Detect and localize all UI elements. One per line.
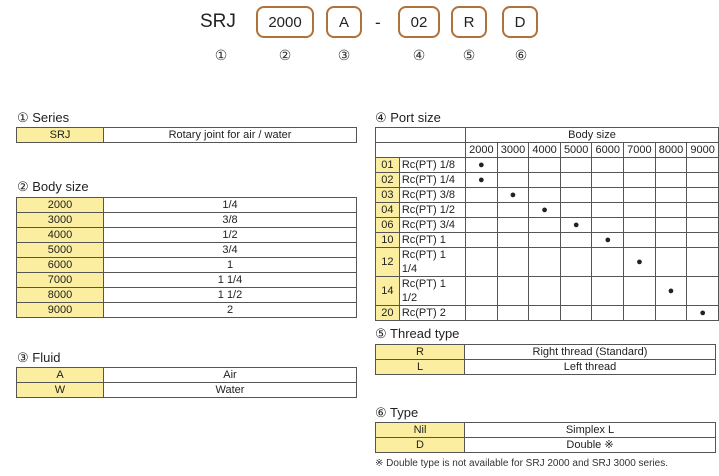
empty-cell [624,233,656,248]
thread-code: L [376,360,465,375]
empty-cell [560,203,592,218]
port-code: 20 [376,306,400,321]
table-header-row [376,128,719,143]
port-code: 10 [376,233,400,248]
code-box-fluid: A [326,6,362,38]
empty-cell [655,203,687,218]
empty-cell [466,203,498,218]
type-desc: Simplex L [465,423,716,438]
empty-cell [592,248,624,277]
empty-cell [592,188,624,203]
body-code: 6000 [17,258,104,273]
empty-cell [655,306,687,321]
empty-cell [529,233,561,248]
empty-cell [592,277,624,306]
body-port: 1/2 [104,228,357,243]
empty-cell [529,248,561,277]
empty-cell [687,218,719,233]
table-row [17,258,357,273]
table-row [376,218,719,233]
marker-1: ① [214,47,228,63]
port-code: 01 [376,158,400,173]
thread-type-table [375,344,716,375]
blank-cell [376,143,400,158]
table-row [17,243,357,258]
series-table [16,127,357,143]
model-prefix: SRJ [200,11,236,32]
body-code: 4000 [17,228,104,243]
table-header-row [376,143,719,158]
empty-cell [529,158,561,173]
empty-cell [497,218,529,233]
code-box-port-size: 02 [398,6,440,38]
empty-cell [624,203,656,218]
body-port: 3/4 [104,243,357,258]
table-row [376,233,719,248]
empty-cell [529,173,561,188]
body-port: 3/8 [104,213,357,228]
body-size-column-header: 7000 [624,143,656,158]
port-label: Rc(PT) 1/8 [399,158,465,173]
availability-dot: ● [655,277,687,306]
port-code: 02 [376,173,400,188]
availability-dot: ● [497,188,529,203]
table-row [17,228,357,243]
availability-dot: ● [560,218,592,233]
type-code: D [376,438,465,453]
table-row [376,423,716,438]
table-row [376,438,716,453]
empty-cell [655,218,687,233]
body-size-title: ② Body size [17,179,89,194]
table-row [376,360,716,375]
body-code: 3000 [17,213,104,228]
availability-dot: ● [592,233,624,248]
empty-cell [466,233,498,248]
type-title: ⑥ Type [375,405,419,420]
empty-cell [497,173,529,188]
port-code: 06 [376,218,400,233]
table-row [376,203,719,218]
body-size-column-header: 2000 [466,143,498,158]
body-code: 9000 [17,303,104,318]
port-size-title: ④ Port size [375,110,441,125]
port-label: Rc(PT) 2 [399,306,465,321]
body-code: 5000 [17,243,104,258]
empty-cell [655,188,687,203]
table-row [376,345,716,360]
type-desc: Double ※ [465,438,716,453]
empty-cell [624,188,656,203]
empty-cell [497,158,529,173]
empty-cell [655,173,687,188]
thread-desc: Left thread [465,360,716,375]
fluid-code: A [17,368,104,383]
empty-cell [624,277,656,306]
port-label: Rc(PT) 1 [399,233,465,248]
table-row [376,306,719,321]
empty-cell [560,158,592,173]
body-size-column-header: 6000 [592,143,624,158]
table-row [376,248,719,277]
port-label: Rc(PT) 3/4 [399,218,465,233]
marker-6: ⑥ [514,47,528,63]
empty-cell [560,233,592,248]
empty-cell [529,218,561,233]
empty-cell [466,277,498,306]
table-row [17,128,357,143]
body-size-column-header: 8000 [655,143,687,158]
marker-2: ② [278,47,292,63]
port-label: Rc(PT) 3/8 [399,188,465,203]
table-row [376,277,719,306]
empty-cell [687,158,719,173]
body-size-column-header: 9000 [687,143,719,158]
empty-cell [560,306,592,321]
fluid-table [16,367,357,398]
type-footnote: ※ Double type is not available for SRJ 2000 and SRJ 3000 series. [375,458,668,469]
empty-cell [560,173,592,188]
availability-dot: ● [466,158,498,173]
port-code: 14 [376,277,400,306]
body-port: 1 [104,258,357,273]
type-code: Nil [376,423,465,438]
code-dash: - [375,13,381,32]
port-label: Rc(PT) 1 1/4 [399,248,465,277]
table-row [376,188,719,203]
empty-cell [687,233,719,248]
body-size-column-header: 4000 [529,143,561,158]
empty-cell [529,188,561,203]
series-desc: Rotary joint for air / water [104,128,357,143]
body-size-table [16,197,357,318]
table-row [17,213,357,228]
fluid-desc: Water [104,383,357,398]
empty-cell [497,203,529,218]
empty-cell [592,306,624,321]
availability-dot: ● [466,173,498,188]
port-label: Rc(PT) 1/2 [399,203,465,218]
body-code: 2000 [17,198,104,213]
port-label: Rc(PT) 1/4 [399,173,465,188]
empty-cell [592,158,624,173]
body-port: 2 [104,303,357,318]
table-row [376,173,719,188]
port-size-table [375,127,719,321]
empty-cell [687,173,719,188]
thread-desc: Right thread (Standard) [465,345,716,360]
empty-cell [592,173,624,188]
code-box-body-size: 2000 [256,6,314,38]
empty-cell [466,188,498,203]
body-size-column-header: 3000 [497,143,529,158]
series-code: SRJ [17,128,104,143]
empty-cell [687,277,719,306]
table-row [17,383,357,398]
port-code: 12 [376,248,400,277]
marker-5: ⑤ [462,47,476,63]
empty-cell [655,248,687,277]
port-label: Rc(PT) 1 1/2 [399,277,465,306]
empty-cell [497,248,529,277]
fluid-desc: Air [104,368,357,383]
availability-dot: ● [624,248,656,277]
thread-code: R [376,345,465,360]
empty-cell [624,173,656,188]
empty-cell [624,158,656,173]
group-header: Body size [466,128,719,143]
code-box-type: D [502,6,538,38]
body-port: 1 1/4 [104,273,357,288]
empty-cell [466,248,498,277]
type-table [375,422,716,453]
body-port: 1 1/2 [104,288,357,303]
empty-cell [529,306,561,321]
availability-dot: ● [687,306,719,321]
port-code: 03 [376,188,400,203]
fluid-title: ③ Fluid [17,350,61,365]
empty-cell [560,188,592,203]
empty-cell [687,203,719,218]
marker-4: ④ [412,47,426,63]
body-size-column-header: 5000 [560,143,592,158]
empty-cell [624,306,656,321]
empty-cell [655,233,687,248]
empty-cell [687,248,719,277]
table-row [376,158,719,173]
empty-cell [560,277,592,306]
port-code: 04 [376,203,400,218]
empty-cell [592,218,624,233]
series-title: ① Series [17,110,70,125]
fluid-code: W [17,383,104,398]
table-row [17,288,357,303]
table-row [17,303,357,318]
table-row [17,273,357,288]
body-code: 8000 [17,288,104,303]
empty-cell [529,277,561,306]
empty-cell [497,277,529,306]
empty-cell [687,188,719,203]
table-row [17,198,357,213]
body-code: 7000 [17,273,104,288]
availability-dot: ● [529,203,561,218]
marker-3: ③ [337,47,351,63]
empty-cell [466,218,498,233]
code-box-thread-type: R [451,6,487,38]
body-port: 1/4 [104,198,357,213]
blank-cell [399,143,465,158]
blank-cell [376,128,400,143]
empty-cell [497,306,529,321]
empty-cell [655,158,687,173]
empty-cell [624,218,656,233]
thread-type-title: ⑤ Thread type [375,326,460,341]
empty-cell [592,203,624,218]
blank-cell [399,128,465,143]
empty-cell [497,233,529,248]
table-row [17,368,357,383]
empty-cell [466,306,498,321]
empty-cell [560,248,592,277]
